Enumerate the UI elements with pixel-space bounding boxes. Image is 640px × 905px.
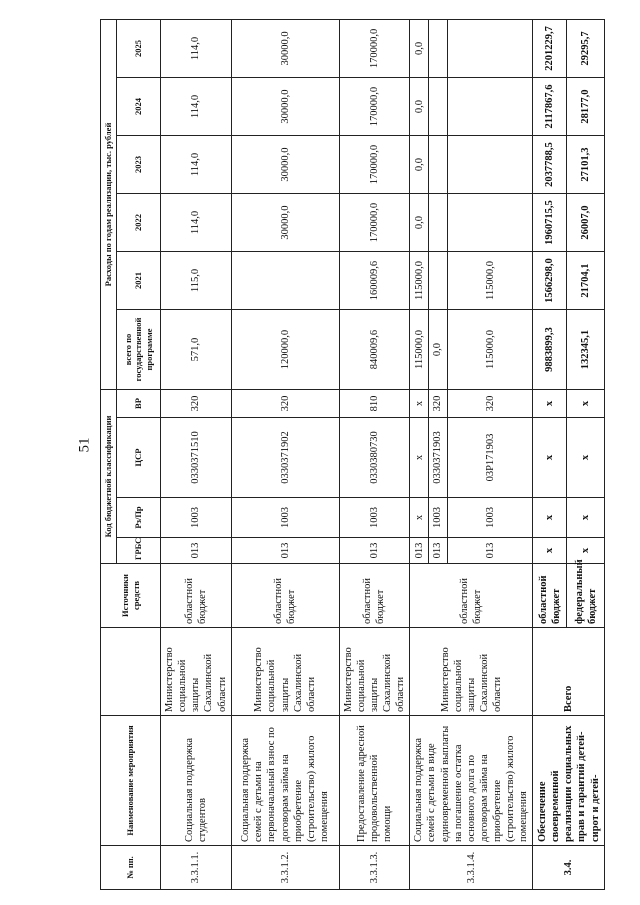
row-total: 9883899,3 bbox=[533, 310, 567, 390]
row-year-2025 bbox=[447, 19, 532, 77]
row-name: Социальная поддержка студентов bbox=[161, 716, 232, 846]
budget-table bbox=[100, 19, 605, 890]
row-year-2021 bbox=[429, 252, 448, 310]
row-grbs: 013 bbox=[161, 538, 232, 564]
row-num: 3.3.1.1. bbox=[161, 846, 232, 890]
row-rzpr: х bbox=[533, 498, 567, 538]
header-name: Наименование мероприятия bbox=[101, 716, 161, 846]
row-year-2024: 0,0 bbox=[410, 78, 429, 136]
row-grbs: 013 bbox=[447, 538, 532, 564]
row-year-2025 bbox=[429, 19, 448, 77]
row-year-2025: 2201229,7 bbox=[533, 19, 567, 77]
row-vr: 320 bbox=[231, 390, 339, 418]
row-year-2022 bbox=[447, 194, 532, 252]
row-csr: 0330380730 bbox=[339, 418, 410, 498]
row-executor: Министерство социальной защиты Сахалинской области bbox=[231, 628, 339, 716]
row-year-2022: 1960715,5 bbox=[533, 194, 567, 252]
header-vr: ВР bbox=[117, 390, 161, 418]
row-year-2023: 170000,0 bbox=[339, 136, 410, 194]
row-year-2023: 27101,3 bbox=[567, 136, 605, 194]
row-total: 115000,0 bbox=[410, 310, 429, 390]
row-source: областной бюджет bbox=[533, 564, 567, 628]
row-name: Обеспечение своевременной реализации социальных прав и гарантий детей-сирот и детей- bbox=[533, 716, 605, 846]
row-executor: Министерство социальной защиты Сахалинской области bbox=[410, 628, 533, 716]
row-executor: Министерство социальной защиты Сахалинской области bbox=[339, 628, 410, 716]
row-rzpr: 1003 bbox=[339, 498, 410, 538]
header-budget-classification: Код бюджетной классификации bbox=[101, 390, 117, 564]
header-expenses-by-year: Расходы по годам реализации, тыс. рублей bbox=[101, 19, 117, 389]
row-csr: 0330371903 bbox=[429, 418, 448, 498]
row-grbs: 013 bbox=[410, 538, 429, 564]
row-name: Социальная поддержка семей с детьми на первоначальный взнос по договорам займа на приобретение (строительство) жилого помещения bbox=[231, 716, 339, 846]
row-csr: 03Р171903 bbox=[447, 418, 532, 498]
row-vr: 810 bbox=[339, 390, 410, 418]
row-vr: 320 bbox=[161, 390, 232, 418]
row-csr: х bbox=[567, 418, 605, 498]
row-year-2024: 114,0 bbox=[161, 78, 232, 136]
row-executor: Министерство социальной защиты Сахалинской области bbox=[161, 628, 232, 716]
row-year-2025: 29295,7 bbox=[567, 19, 605, 77]
row-year-2022: 170000,0 bbox=[339, 194, 410, 252]
row-year-2024: 28177,0 bbox=[567, 78, 605, 136]
row-num: 3.3.1.2. bbox=[231, 846, 339, 890]
header-executor bbox=[101, 628, 161, 716]
row-total: 0,0 bbox=[429, 310, 448, 390]
header-source: Источники средств bbox=[101, 564, 161, 628]
row-grbs: 013 bbox=[339, 538, 410, 564]
row-rzpr: 1003 bbox=[447, 498, 532, 538]
header-year-2023: 2023 bbox=[117, 136, 161, 194]
table-row bbox=[533, 19, 567, 889]
row-csr: 0330371902 bbox=[231, 418, 339, 498]
page-number: 51 bbox=[76, 437, 93, 453]
row-year-2023 bbox=[429, 136, 448, 194]
row-rzpr: 1003 bbox=[231, 498, 339, 538]
header-year-2021: 2021 bbox=[117, 252, 161, 310]
row-num: 3.3.1.4. bbox=[410, 846, 533, 890]
row-year-2025: 170000,0 bbox=[339, 19, 410, 77]
row-rzpr: 1003 bbox=[161, 498, 232, 538]
row-year-2023: 30000,0 bbox=[231, 136, 339, 194]
row-year-2022: 30000,0 bbox=[231, 194, 339, 252]
row-year-2021: 115000,0 bbox=[447, 252, 532, 310]
row-num: 3.4. bbox=[533, 846, 605, 890]
row-year-2021: 1566298,0 bbox=[533, 252, 567, 310]
row-source: областной бюджет bbox=[339, 564, 410, 628]
row-total: 132345,1 bbox=[567, 310, 605, 390]
row-year-2025: 30000,0 bbox=[231, 19, 339, 77]
row-grbs: х bbox=[567, 538, 605, 564]
row-csr: х bbox=[410, 418, 429, 498]
row-year-2021: 21704,1 bbox=[567, 252, 605, 310]
row-year-2024: 30000,0 bbox=[231, 78, 339, 136]
row-num: 3.3.1.3. bbox=[339, 846, 410, 890]
header-total: всего по государственной программе bbox=[117, 310, 161, 390]
row-year-2022: 0,0 bbox=[410, 194, 429, 252]
row-vr: 320 bbox=[429, 390, 448, 418]
row-grbs: 013 bbox=[429, 538, 448, 564]
row-year-2021: 115,0 bbox=[161, 252, 232, 310]
row-year-2022: 26007,0 bbox=[567, 194, 605, 252]
row-vr: х bbox=[533, 390, 567, 418]
table-row bbox=[339, 19, 410, 889]
row-year-2022: 114,0 bbox=[161, 194, 232, 252]
header-rzpr: Рз/Пр bbox=[117, 498, 161, 538]
row-year-2025: 114,0 bbox=[161, 19, 232, 77]
row-year-2022 bbox=[429, 194, 448, 252]
row-vr: 320 bbox=[447, 390, 532, 418]
header-year-2022: 2022 bbox=[117, 194, 161, 252]
row-year-2023: 2037788,5 bbox=[533, 136, 567, 194]
row-vr: х bbox=[567, 390, 605, 418]
row-year-2024: 2117867,6 bbox=[533, 78, 567, 136]
row-year-2021: 115000,0 bbox=[410, 252, 429, 310]
header-grbs: ГРБС bbox=[117, 538, 161, 564]
table-row bbox=[231, 19, 339, 889]
row-source: областной бюджет bbox=[410, 564, 533, 628]
row-total: 571,0 bbox=[161, 310, 232, 390]
row-executor: Всего bbox=[533, 628, 605, 716]
row-grbs: 013 bbox=[231, 538, 339, 564]
row-source: областной бюджет bbox=[161, 564, 232, 628]
row-year-2023 bbox=[447, 136, 532, 194]
budget-table-page bbox=[100, 20, 601, 890]
row-name: Предоставление адресной продовольственной помощи bbox=[339, 716, 410, 846]
row-csr: 0330371510 bbox=[161, 418, 232, 498]
row-year-2025: 0,0 bbox=[410, 19, 429, 77]
row-csr: х bbox=[533, 418, 567, 498]
row-rzpr: х bbox=[410, 498, 429, 538]
row-total: 115000,0 bbox=[447, 310, 532, 390]
header-csr: ЦСР bbox=[117, 418, 161, 498]
table-row bbox=[410, 19, 429, 889]
row-name: Социальная поддержка семей с детьми в виде единовременной выплаты на погашение остатка основного долга по договорам займа на приобретение (строительство) жилого помещения bbox=[410, 716, 533, 846]
header-year-2024: 2024 bbox=[117, 78, 161, 136]
row-year-2021 bbox=[231, 252, 339, 310]
row-vr: х bbox=[410, 390, 429, 418]
header-num: № пп. bbox=[101, 846, 161, 890]
row-grbs: х bbox=[533, 538, 567, 564]
table-row bbox=[161, 19, 232, 889]
row-total: 840009,6 bbox=[339, 310, 410, 390]
row-source: федеральный бюджет bbox=[567, 564, 605, 628]
row-year-2024: 170000,0 bbox=[339, 78, 410, 136]
row-year-2021: 160009,6 bbox=[339, 252, 410, 310]
row-year-2024 bbox=[429, 78, 448, 136]
row-rzpr: х bbox=[567, 498, 605, 538]
header-year-2025: 2025 bbox=[117, 19, 161, 77]
row-year-2023: 0,0 bbox=[410, 136, 429, 194]
row-year-2024 bbox=[447, 78, 532, 136]
row-source: областной бюджет bbox=[231, 564, 339, 628]
row-total: 120000,0 bbox=[231, 310, 339, 390]
row-year-2023: 114,0 bbox=[161, 136, 232, 194]
row-rzpr: 1003 bbox=[429, 498, 448, 538]
